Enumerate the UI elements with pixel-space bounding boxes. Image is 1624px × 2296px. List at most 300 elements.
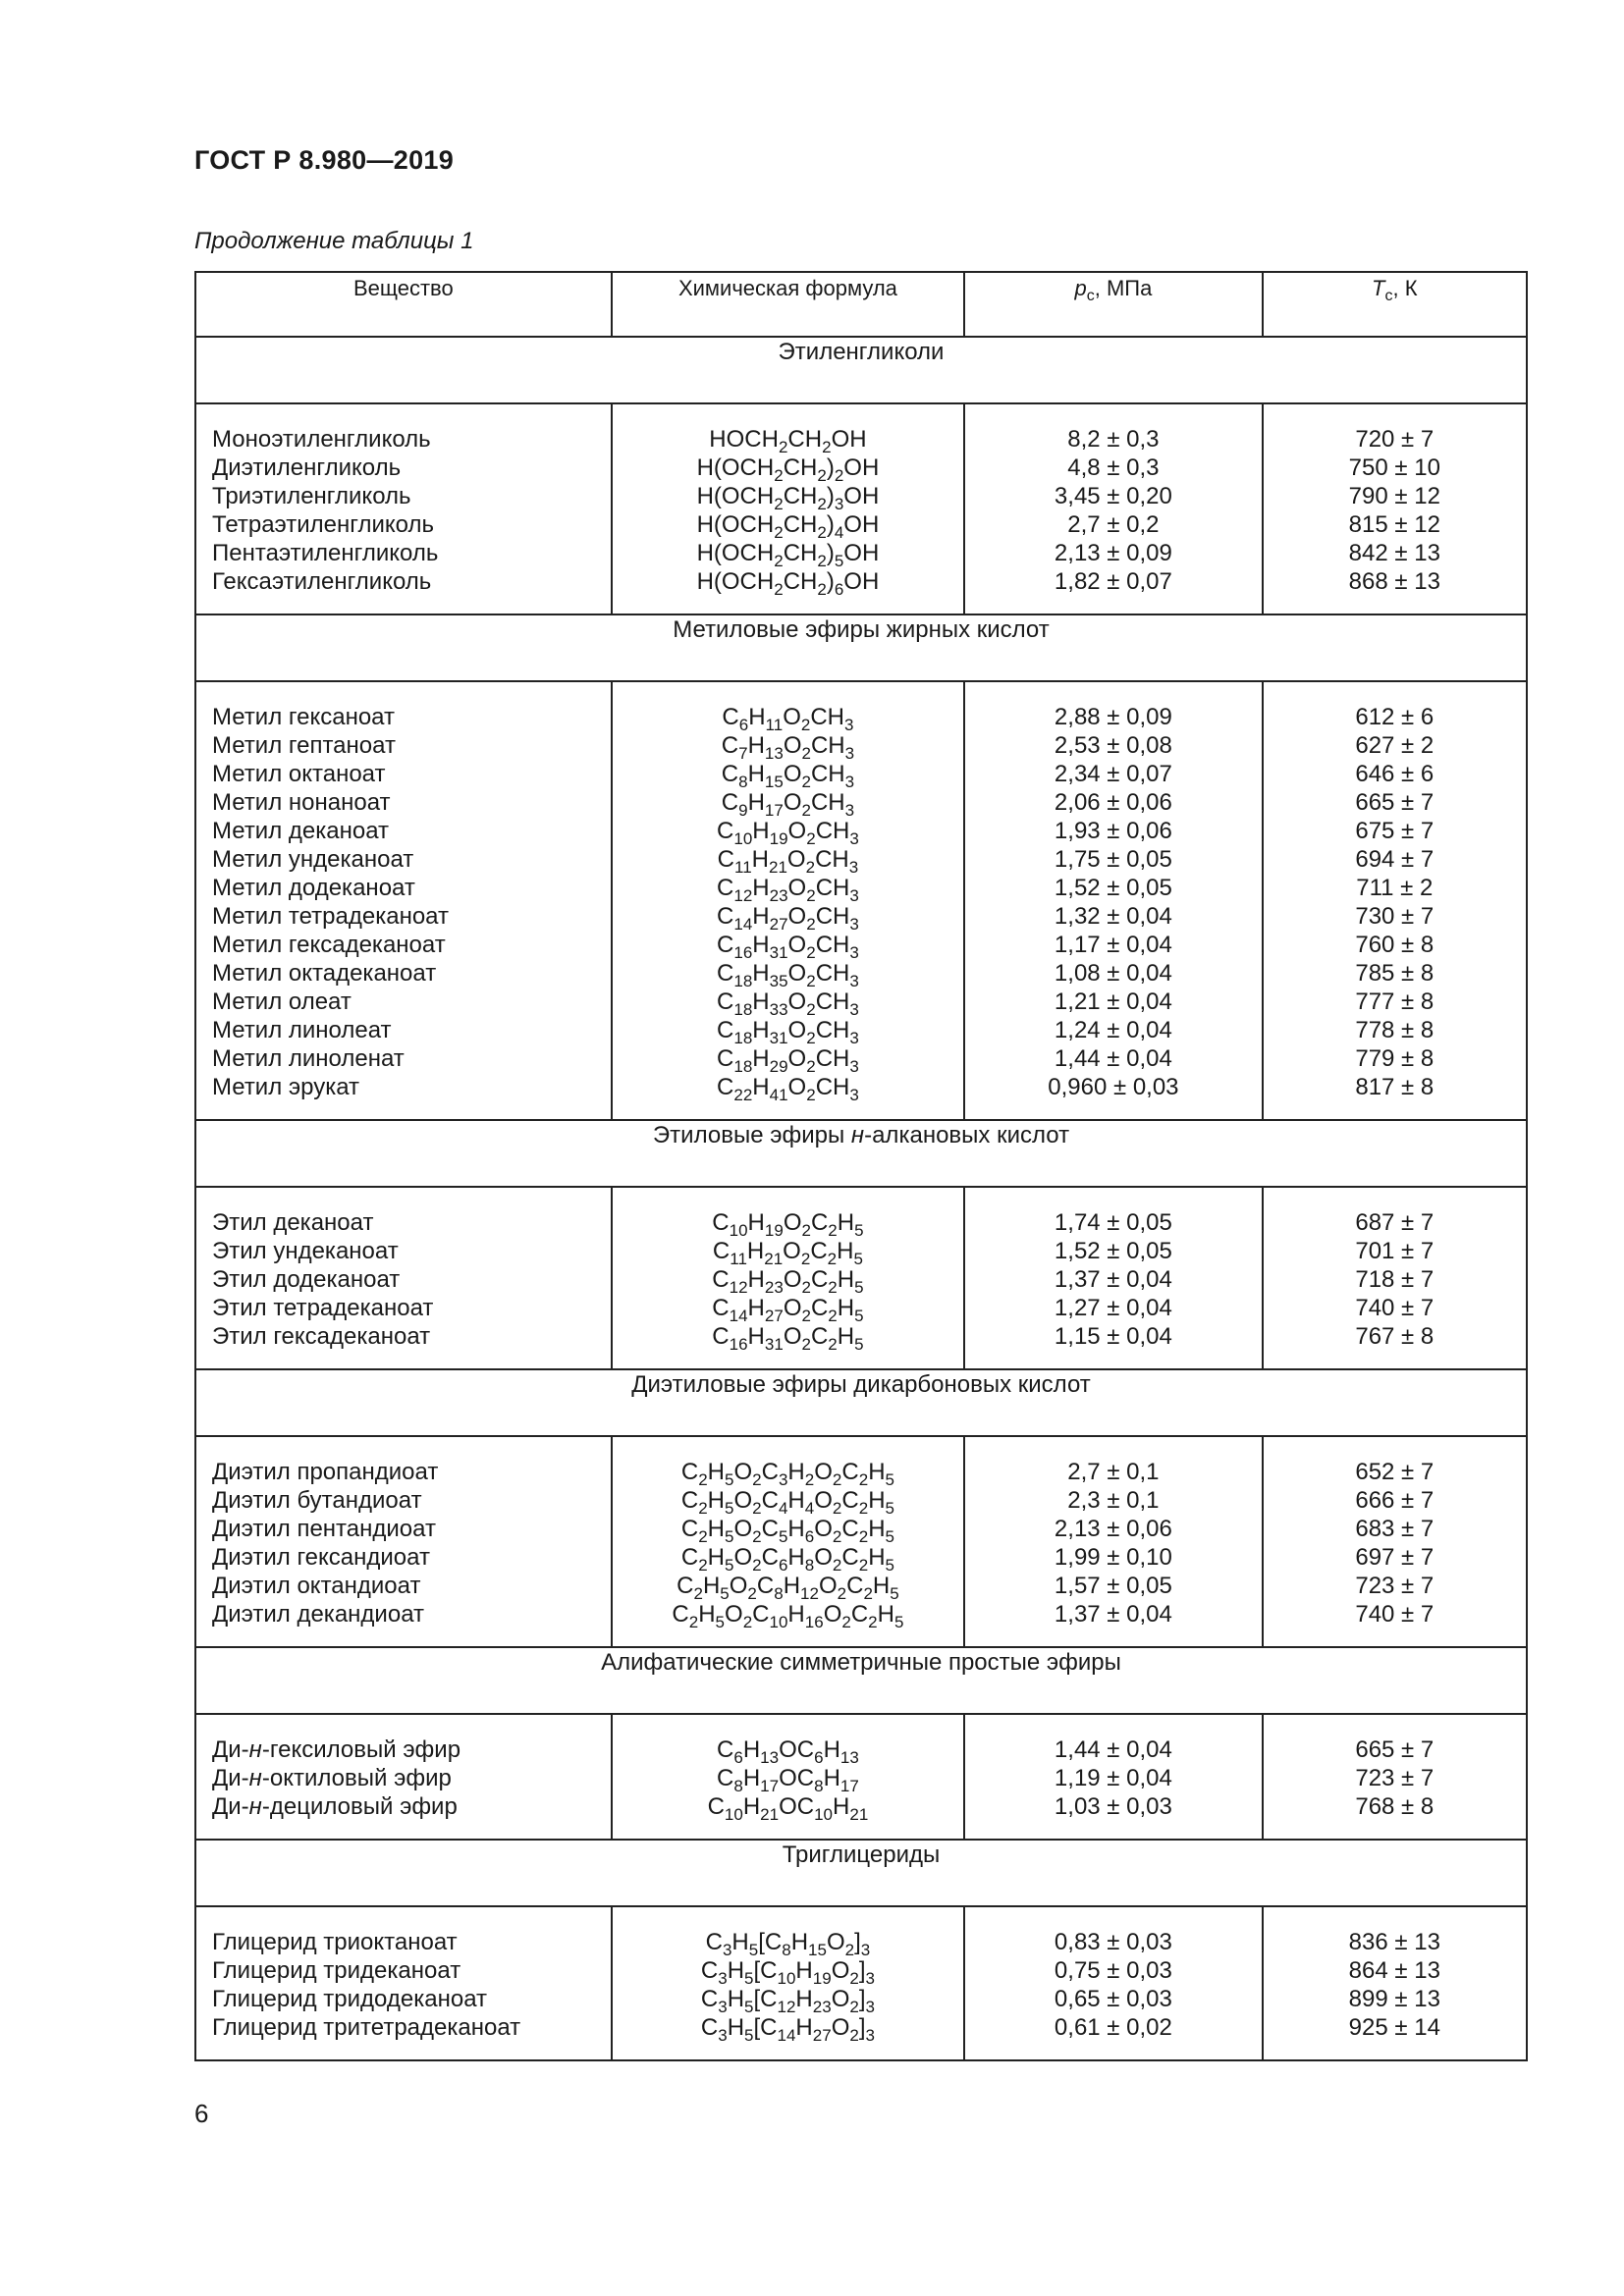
formula-text: H [752, 988, 770, 1015]
formula-text: O [787, 932, 807, 958]
critical-temperature: 652 ± 7 [1355, 1459, 1435, 1485]
formula-subscript: 3 [722, 1941, 732, 1959]
formula-text: O [814, 1487, 833, 1514]
chemical-formula [613, 1294, 964, 1325]
formula-subscript: 11 [765, 716, 784, 734]
formula-subscript: 21 [849, 1805, 869, 1824]
critical-pressure: 2,3 ± 0,1 [1067, 1487, 1160, 1514]
formula-subscript: 5 [715, 1613, 726, 1631]
critical-pressure: 1,08 ± 0,04 [1054, 960, 1172, 987]
group-title: Триглицериды [195, 1840, 1527, 1906]
formula-subscript: 2 [849, 1998, 859, 2016]
formula-text: H [795, 1986, 813, 2012]
formula-text: ) [826, 454, 835, 481]
formula-subscript: 27 [764, 1307, 784, 1325]
formula-subscript: 2 [805, 858, 816, 877]
group-data-row [195, 1906, 1527, 2060]
critical-temperature: 779 ± 8 [1355, 1045, 1435, 1072]
critical-pressure: 1,19 ± 0,04 [1054, 1765, 1172, 1791]
formula-subscript: 2 [817, 466, 827, 485]
formula-text: C [810, 1323, 829, 1350]
formula-text: H [837, 1295, 855, 1321]
formula-subscript: 2 [832, 1499, 842, 1518]
formula-text: H [707, 1459, 725, 1485]
formula-subscript: 21 [769, 858, 787, 877]
formula-text: C [717, 932, 734, 958]
formula-text: H [747, 789, 765, 816]
critical-pressure: 0,83 ± 0,03 [1054, 1929, 1172, 1955]
formula-text: O [787, 988, 807, 1015]
critical-temperature: 817 ± 8 [1355, 1074, 1435, 1100]
substance-cell [195, 403, 612, 614]
pc-subscript: c [1086, 288, 1095, 304]
col-header-pc [964, 272, 1262, 337]
formula-text: H [868, 1459, 886, 1485]
critical-pressure: 2,53 ± 0,08 [1054, 732, 1172, 759]
substance-cell [195, 1187, 612, 1369]
formula-text: [C [753, 1957, 778, 1984]
formula-subscript: 5 [854, 1307, 864, 1325]
formula-text: C [680, 1487, 699, 1514]
formula-text: H(OCH [696, 540, 775, 566]
group-title: Диэтиловые эфиры дикарбоновых кислот [195, 1369, 1527, 1436]
formula-subscript: 2 [828, 1335, 838, 1354]
critical-pressure: 0,61 ± 0,02 [1054, 2014, 1172, 2041]
group-data-row [195, 1187, 1527, 1369]
chemical-formula [613, 1486, 964, 1518]
formula-text: O [831, 2014, 850, 2041]
formula-subscript: 5 [748, 1941, 759, 1959]
critical-pressure: 1,17 ± 0,04 [1054, 932, 1172, 958]
substance-name: Метил деканоат [212, 818, 390, 844]
formula-subscript: 5 [725, 1470, 734, 1489]
formula-subscript: 11 [730, 1250, 747, 1268]
formula-text: H(OCH [696, 568, 775, 595]
critical-pressure: 2,06 ± 0,06 [1054, 789, 1172, 816]
substance-name: Метил додеканоат [212, 875, 415, 901]
formula-text: C [717, 1017, 734, 1043]
formula-text: O [787, 1017, 807, 1043]
formula-text: ) [826, 540, 835, 566]
formula-text: OH [843, 568, 880, 595]
critical-pressure: 1,37 ± 0,04 [1054, 1266, 1172, 1293]
formula-subscript: 2 [801, 1221, 811, 1240]
formula-subscript: 2 [801, 1335, 811, 1354]
formula-subscript: 2 [688, 1613, 699, 1631]
substance-name: Глицерид тридодеканоат [212, 1986, 488, 2012]
text-part: н [850, 1122, 865, 1148]
critical-pressure: 1,93 ± 0,06 [1054, 818, 1172, 844]
formula-text: H [746, 1238, 765, 1264]
formula-subscript: 3 [849, 972, 859, 990]
chemical-formula [613, 1044, 964, 1076]
formula-text: C [700, 1986, 719, 2012]
formula-subscript: 3 [718, 1969, 728, 1988]
formula-subscript: 5 [725, 1499, 734, 1518]
formula-text: H [837, 1266, 855, 1293]
chemical-formula [613, 931, 964, 962]
formula-subscript: 6 [778, 1556, 788, 1575]
formula-subscript: 3 [849, 886, 859, 905]
group-data-row [195, 681, 1527, 1120]
formula-text: O [814, 1459, 833, 1485]
formula-text: O [787, 818, 807, 844]
formula-text: CH [815, 875, 850, 901]
critical-pressure: 8,2 ± 0,3 [1067, 426, 1160, 453]
formula-subscript: 2 [752, 1556, 762, 1575]
critical-temperature: 694 ± 7 [1355, 846, 1435, 873]
formula-text: ) [826, 511, 835, 538]
formula-text: C [717, 960, 734, 987]
chemical-formula [613, 988, 964, 1019]
formula-subscript: 2 [774, 523, 784, 542]
group-data-row [195, 1714, 1527, 1840]
text-part: н [248, 1793, 262, 1820]
formula-text: C [712, 1266, 730, 1293]
formula-text: CH [787, 426, 823, 453]
substance-cell [195, 1906, 612, 2060]
formula-subscript: 29 [769, 1057, 788, 1076]
formula-subscript: 13 [760, 1748, 780, 1767]
formula-subscript: 5 [744, 2026, 754, 2045]
formula-subscript: 5 [885, 1527, 894, 1546]
substance-name: Этил тетрадеканоат [212, 1295, 434, 1321]
formula-subscript: 11 [734, 858, 752, 877]
formula-text: H [707, 1487, 725, 1514]
formula-text: O [787, 960, 807, 987]
formula-text: C [717, 1765, 734, 1791]
formula-subscript: 8 [782, 1941, 791, 1959]
text-part: Ди- [212, 1793, 249, 1820]
formula-text: C [721, 732, 739, 759]
formula-text: O [786, 846, 806, 873]
formula-subscript: 2 [801, 1278, 811, 1297]
chemical-formula [613, 788, 964, 820]
formula-text: H [747, 1266, 765, 1293]
formula-text: O [818, 1573, 838, 1599]
pc-unit: , МПа [1094, 276, 1153, 300]
chemical-formula [613, 1572, 964, 1603]
formula-text: H [787, 1459, 805, 1485]
tc-cell [1263, 681, 1527, 1120]
chemical-formula [613, 902, 964, 934]
formula-subscript: 2 [849, 1969, 859, 1988]
chemical-formula [613, 817, 964, 848]
formula-text: CH [815, 1017, 850, 1043]
formula-subscript: 6 [804, 1527, 815, 1546]
formula-text: H [787, 1487, 805, 1514]
substance-cell [195, 1436, 612, 1647]
formula-subscript: 3 [860, 1941, 871, 1959]
formula-subscript: 3 [844, 773, 855, 791]
formula-subscript: 2 [752, 1527, 762, 1546]
formula-subscript: 18 [733, 1029, 753, 1047]
formula-text: ] [854, 1929, 861, 1955]
formula-subscript: 9 [738, 801, 748, 820]
chemical-formula [613, 874, 964, 905]
critical-pressure: 1,24 ± 0,04 [1054, 1017, 1172, 1043]
formula-subscript: 5 [744, 1998, 754, 2016]
formula-text: CH [815, 846, 849, 873]
formula-text: C [712, 1209, 730, 1236]
col-header-tc [1263, 272, 1527, 337]
formula-subscript: 5 [854, 1335, 864, 1354]
critical-temperature: 842 ± 13 [1348, 540, 1440, 566]
formula-subscript: 2 [698, 1499, 708, 1518]
formula-text: H [747, 1323, 765, 1350]
formula-subscript: 2 [774, 580, 784, 599]
critical-temperature: 687 ± 7 [1355, 1209, 1435, 1236]
formula-subscript: 17 [760, 1777, 780, 1795]
formula-subscript: 10 [777, 1969, 796, 1988]
chemical-formula [613, 845, 964, 877]
critical-temperature: 665 ± 7 [1355, 789, 1435, 816]
formula-subscript: 2 [806, 886, 816, 905]
formula-text: C [721, 789, 739, 816]
formula-subscript: 4 [778, 1499, 788, 1518]
formula-subscript: 2 [868, 1613, 878, 1631]
formula-text: CH [815, 903, 850, 930]
formula-text: H [747, 761, 765, 787]
formula-subscript: 5 [885, 1499, 894, 1518]
formula-subscript: 15 [808, 1941, 827, 1959]
critical-temperature: 718 ± 7 [1355, 1266, 1435, 1293]
formula-subscript: 18 [733, 1057, 753, 1076]
formula-text: H [787, 1544, 805, 1571]
chemical-formula [613, 1985, 964, 2016]
formula-subscript: 2 [832, 1470, 842, 1489]
formula-subscript: 19 [764, 1221, 784, 1240]
formula-text: CH [783, 511, 818, 538]
formula-text: H [702, 1573, 721, 1599]
formula-subscript: 19 [769, 829, 788, 848]
critical-temperature: 730 ± 7 [1355, 903, 1435, 930]
formula-subscript: 14 [777, 2026, 796, 2045]
critical-temperature: 711 ± 2 [1356, 875, 1434, 901]
text-part: -алкановых кислот [864, 1122, 1070, 1148]
formula-text: CH [815, 1074, 850, 1100]
substance-name: Метил нонаноат [212, 789, 391, 816]
formula-subscript: 16 [804, 1613, 824, 1631]
formula-text: H [751, 846, 769, 873]
formula-subscript: 19 [812, 1969, 832, 1988]
tc-unit: , К [1392, 276, 1418, 300]
formula-text: [C [753, 1986, 778, 2012]
substance-name: Метил эрукат [212, 1074, 360, 1100]
formula-text: C [700, 1957, 719, 1984]
text-part: -дециловый эфир [261, 1793, 458, 1820]
formula-text: H [742, 1793, 761, 1820]
substance-name: Диэтил пентандиоат [212, 1516, 436, 1542]
formula-text: O [733, 1544, 753, 1571]
chemical-formula [613, 510, 964, 542]
formula-subscript: 14 [733, 915, 753, 934]
formula-cell [612, 1714, 965, 1840]
substance-name: Метил линолеат [212, 1017, 392, 1043]
formula-subscript: 3 [849, 1029, 859, 1047]
formula-text: H [752, 818, 770, 844]
formula-text: O [787, 1045, 807, 1072]
critical-pressure: 1,52 ± 0,05 [1054, 1238, 1172, 1264]
formula-subscript: 2 [817, 523, 827, 542]
formula-text: H [752, 1017, 770, 1043]
chemical-formula [613, 1792, 964, 1824]
formula-text: H(OCH [696, 454, 775, 481]
formula-text: C [841, 1459, 859, 1485]
formula-subscript: 2 [806, 915, 816, 934]
tc-symbol: T [1372, 276, 1385, 300]
substance-name: Этил додеканоат [212, 1266, 401, 1293]
formula-text: C [680, 1544, 699, 1571]
pc-cell [964, 1714, 1262, 1840]
chemical-formula [613, 482, 964, 513]
formula-text: OH [843, 483, 880, 509]
formula-subscript: 5 [834, 552, 844, 570]
formula-text: H [752, 903, 770, 930]
formula-subscript: 3 [718, 1998, 728, 2016]
formula-text: C [722, 704, 739, 730]
formula-text: OC [779, 1736, 815, 1763]
formula-subscript: 31 [769, 1029, 788, 1047]
critical-pressure: 1,57 ± 0,05 [1054, 1573, 1172, 1599]
chemical-formula [613, 1764, 964, 1795]
group-header-row [195, 1647, 1527, 1714]
formula-text: H [742, 1765, 761, 1791]
substance-name: Метил олеат [212, 988, 352, 1015]
formula-subscript: 3 [844, 716, 854, 734]
formula-subscript: 2 [828, 1278, 838, 1297]
formula-text: OC [779, 1793, 815, 1820]
formula-text: C [841, 1544, 859, 1571]
substance-name: Диэтил гександиоат [212, 1544, 430, 1571]
critical-pressure: 1,44 ± 0,04 [1054, 1736, 1172, 1763]
formula-text: O [831, 1957, 850, 1984]
critical-temperature: 697 ± 7 [1355, 1544, 1435, 1571]
formula-subscript: 22 [733, 1086, 753, 1104]
formula-subscript: 2 [841, 1613, 851, 1631]
pc-cell [964, 1187, 1262, 1369]
substance-name: Этил ундеканоат [212, 1238, 399, 1264]
formula-text: H [823, 1765, 840, 1791]
formula-text: C [717, 988, 734, 1015]
formula-text: H [707, 1516, 725, 1542]
formula-text: C [761, 1459, 779, 1485]
critical-temperature: 760 ± 8 [1355, 932, 1435, 958]
formula-text: O [783, 1323, 802, 1350]
formula-text: C [680, 1516, 699, 1542]
table-body [195, 337, 1527, 2060]
formula-subscript: 6 [814, 1748, 824, 1767]
formula-subscript: 2 [863, 1584, 873, 1603]
formula-text: O [733, 1487, 753, 1514]
formula-text: H [868, 1487, 886, 1514]
critical-temperature: 767 ± 8 [1355, 1323, 1435, 1350]
formula-subscript: 2 [827, 1250, 838, 1268]
formula-subscript: 3 [778, 1470, 788, 1489]
formula-text: ) [826, 568, 835, 595]
formula-text: O [733, 1459, 753, 1485]
formula-text: C [717, 846, 734, 873]
formula-text: H(OCH [696, 483, 775, 509]
formula-subscript: 3 [849, 1057, 859, 1076]
formula-text: H [698, 1601, 716, 1628]
formula-text: H [790, 1929, 809, 1955]
formula-subscript: 33 [769, 1000, 788, 1019]
critical-pressure: 1,82 ± 0,07 [1054, 568, 1172, 595]
formula-text: C [850, 1601, 869, 1628]
formula-subscript: 23 [812, 1998, 832, 2016]
formula-subscript: 41 [769, 1086, 788, 1104]
critical-pressure: 4,8 ± 0,3 [1067, 454, 1160, 481]
substance-name [212, 1792, 611, 1821]
formula-subscript: 17 [839, 1777, 859, 1795]
substance-name: Метил октадеканоат [212, 960, 437, 987]
formula-subscript: 3 [718, 2026, 728, 2045]
formula-text: CH [783, 454, 818, 481]
formula-subscript: 2 [698, 1556, 708, 1575]
formula-text: O [783, 761, 802, 787]
critical-temperature: 666 ± 7 [1355, 1487, 1435, 1514]
formula-text: O [725, 1601, 743, 1628]
group-title [195, 1120, 1527, 1187]
formula-subscript: 2 [817, 552, 827, 570]
chemical-formula [613, 1016, 964, 1047]
critical-temperature: 790 ± 12 [1348, 483, 1440, 509]
critical-pressure: 1,74 ± 0,05 [1054, 1209, 1172, 1236]
formula-text: H [823, 1736, 840, 1763]
substance-name: Метил линоленат [212, 1045, 405, 1072]
formula-text: CH [815, 1045, 850, 1072]
formula-subscript: 23 [764, 1278, 784, 1297]
chemical-formula [613, 1515, 964, 1546]
formula-text: C [712, 1295, 730, 1321]
formula-text: C [846, 1573, 864, 1599]
formula-subscript: 5 [885, 1470, 894, 1489]
critical-pressure: 1,03 ± 0,03 [1054, 1793, 1172, 1820]
formula-text: O [787, 903, 807, 930]
formula-text: O [826, 1929, 845, 1955]
formula-subscript: 12 [733, 886, 753, 905]
formula-subscript: 10 [729, 1221, 748, 1240]
pc-symbol: p [1074, 276, 1087, 300]
formula-text: H [868, 1516, 886, 1542]
formula-subscript: 13 [764, 744, 784, 763]
group-header-row [195, 337, 1527, 403]
formula-text: ] [858, 2014, 866, 2041]
formula-text: C [752, 1601, 770, 1628]
formula-subscript: 5 [725, 1527, 734, 1546]
critical-temperature: 683 ± 7 [1355, 1516, 1435, 1542]
critical-temperature: 740 ± 7 [1355, 1601, 1435, 1628]
critical-temperature: 720 ± 7 [1355, 426, 1435, 453]
formula-text: C [810, 1238, 828, 1264]
formula-cell [612, 1187, 965, 1369]
formula-subscript: 2 [698, 1470, 708, 1489]
formula-text: CH [815, 988, 850, 1015]
formula-text: H [837, 1209, 855, 1236]
substance-name: Тетраэтиленгликоль [212, 511, 435, 538]
formula-text: O [783, 732, 802, 759]
critical-temperature: 836 ± 13 [1348, 1929, 1440, 1955]
formula-text: H [731, 1929, 749, 1955]
formula-text: CH [815, 818, 850, 844]
table-caption: Продолжение таблицы 1 [194, 228, 474, 254]
chemical-formula [613, 1073, 964, 1104]
formula-subscript: 3 [834, 495, 844, 513]
formula-text: C [756, 1573, 775, 1599]
substance-name: Диэтил декандиоат [212, 1601, 424, 1628]
formula-subscript: 3 [849, 1000, 859, 1019]
